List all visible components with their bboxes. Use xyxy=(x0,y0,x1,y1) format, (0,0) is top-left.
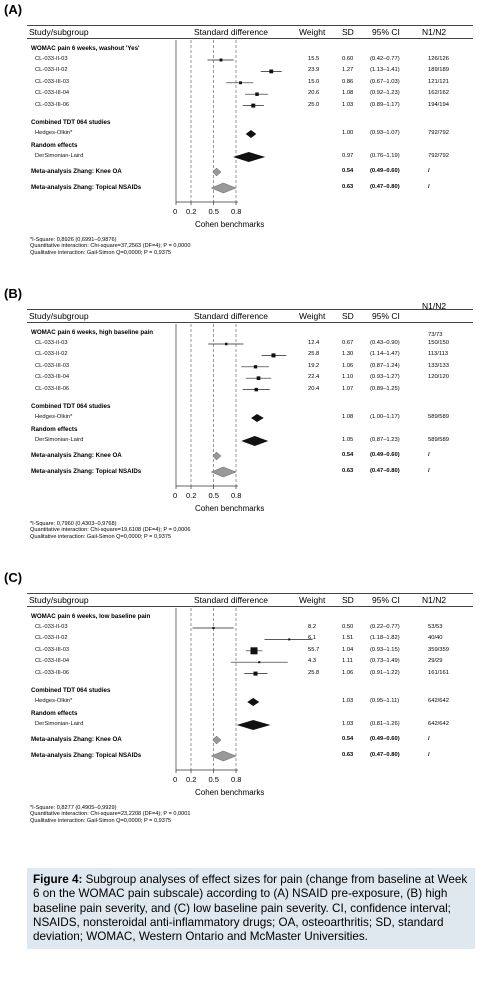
caption-text: Subgroup analyses of effect sizes for pain (change from baseline at Week 6 on the WOMAC pain subscale) according to (A) NSAID pre-exposure, (B) high baseline pain severity, and (C) low baseline pain severity. CI, confidence interval; NSAIDS, nonsteroidal anti-inflammatory drugs; OA, osteoarthritis; SD, standard deviation; WOMAC, Western Ontario and McMaster Universities. xyxy=(33,873,468,944)
combined-diamond xyxy=(246,130,257,138)
x-tick-label: 0.5 xyxy=(208,775,219,784)
study-name: CL-033-III-06 xyxy=(35,669,70,676)
weight-cell: 15.5 xyxy=(308,56,320,62)
sd-cell: 0.67 xyxy=(342,340,354,346)
knee-oa-name: Meta-analysis Zhang: Knee OA xyxy=(31,452,122,459)
study-name: CL-033-III-03 xyxy=(35,78,70,85)
ci-cell: (0.47–0.80) xyxy=(370,184,400,190)
forest-panel xyxy=(0,2,482,298)
study-estimate-square xyxy=(269,69,273,73)
panel-label: (C) xyxy=(4,570,23,585)
sd-cell: 1.06 xyxy=(342,669,354,676)
sd-cell: 1.10 xyxy=(342,374,354,381)
weight-cell: 20.6 xyxy=(308,90,320,97)
header-sd: SD xyxy=(342,311,354,321)
header-study: Study/subgroup xyxy=(29,311,89,321)
topical-nsaids-diamond xyxy=(211,751,236,761)
ci-cell: (0.42–0.77) xyxy=(370,56,400,62)
ci-cell: (0.49–0.60) xyxy=(370,168,400,174)
random-effects-diamond xyxy=(237,720,271,730)
n-cell: / xyxy=(428,452,430,458)
header-n: N1/N2 xyxy=(422,27,447,37)
study-name: CL-033-III-06 xyxy=(35,385,70,392)
combined-diamond xyxy=(247,698,259,706)
n-cell: 589/589 xyxy=(428,414,449,420)
header-ci: 95% CI xyxy=(372,27,400,37)
n-cell: 53/53 xyxy=(428,624,443,630)
combined-title: Combined TDT 064 studies xyxy=(31,119,111,126)
study-name: CL-033-III-06 xyxy=(35,101,70,108)
n-cell: 642/642 xyxy=(428,698,449,704)
n-cell: / xyxy=(428,736,430,742)
ci-cell: (1.13–1.41) xyxy=(370,67,400,74)
sd-cell: 1.03 xyxy=(342,721,354,727)
sd-cell: 1.03 xyxy=(342,101,354,108)
knee-oa-diamond xyxy=(213,736,221,744)
ci-cell: (0.89–1.25) xyxy=(370,385,400,392)
n-cell: / xyxy=(428,468,430,474)
study-name: CL-033-II-02 xyxy=(35,67,68,74)
combined-name: Hedges-Olkin* xyxy=(35,130,73,136)
x-tick-label: 0.5 xyxy=(208,491,219,500)
study-name: CL-033-II-03 xyxy=(35,56,68,62)
x-tick-label: 0.8 xyxy=(231,775,242,784)
ci-cell: (0.93–1.15) xyxy=(370,646,400,653)
weight-cell: 25.8 xyxy=(308,351,320,358)
study-name: CL-033-II-02 xyxy=(35,635,68,642)
n-cell: 792/792 xyxy=(428,153,449,159)
n-cell: 162/162 xyxy=(428,90,449,97)
header-n: N1/N2 xyxy=(422,595,447,605)
sd-cell: 1.07 xyxy=(342,385,354,392)
topical-nsaids-name: Meta-analysis Zhang: Topical NSAIDs xyxy=(31,752,142,759)
footnote: Qualitative interaction: Gail-Simon Q=0,0000; P = 0,9375 xyxy=(30,249,172,256)
weight-cell: 6.1 xyxy=(308,635,317,642)
knee-oa-name: Meta-analysis Zhang: Knee OA xyxy=(31,168,122,175)
x-tick-label: 0.8 xyxy=(231,207,242,216)
header-sd: SD xyxy=(342,27,354,37)
n-cell: 126/126 xyxy=(428,56,449,62)
sd-cell: 0.86 xyxy=(342,78,354,85)
forest-panel xyxy=(0,286,482,582)
random-effects-title: Random effects xyxy=(31,710,78,717)
ci-cell: (0.95–1.11) xyxy=(370,698,400,704)
weight-cell: 25.8 xyxy=(308,669,320,676)
weight-cell: 19.2 xyxy=(308,362,320,369)
n-cell: 642/642 xyxy=(428,721,449,727)
n-cell: 40/40 xyxy=(428,635,443,642)
study-estimate-square xyxy=(258,661,260,663)
study-estimate-square xyxy=(225,343,228,346)
x-tick-label: 0 xyxy=(173,491,178,500)
sd-cell: 0.54 xyxy=(342,168,354,174)
study-estimate-square xyxy=(251,647,258,654)
ci-cell: (0.87–1.24) xyxy=(370,362,400,369)
topical-nsaids-name: Meta-analysis Zhang: Topical NSAIDs xyxy=(31,184,142,191)
weight-cell: 4.3 xyxy=(308,658,317,665)
random-effects-name: DerSimonian-Laird xyxy=(35,153,84,159)
x-tick-label: 0.8 xyxy=(231,491,242,500)
study-name: CL-033-III-04 xyxy=(35,374,70,381)
ci-cell: (0.87–1.23) xyxy=(370,437,400,443)
x-axis-label: Cohen benchmarks xyxy=(195,504,265,513)
sd-cell: 1.51 xyxy=(342,635,354,642)
random-effects-diamond xyxy=(233,152,265,162)
x-tick-label: 0.2 xyxy=(186,775,197,784)
header-study: Study/subgroup xyxy=(29,595,89,605)
study-estimate-square xyxy=(255,388,258,391)
sd-cell: 0.63 xyxy=(342,752,354,758)
x-tick-label: 0 xyxy=(173,207,178,216)
n-cell: 29/29 xyxy=(428,658,443,665)
footnote: Quantitative interaction: Chi-square=23,2208 (DF=4); P = 0,0001 xyxy=(30,811,191,818)
weight-cell: 20.4 xyxy=(308,385,320,392)
sd-cell: 1.08 xyxy=(342,414,354,420)
footnote: Qualitative interaction: Gail-Simon Q=0,0000; P = 0,9375 xyxy=(30,817,172,824)
random-effects-name: DerSimonian-Laird xyxy=(35,437,84,443)
combined-diamond xyxy=(251,414,264,422)
study-name: CL-033-II-03 xyxy=(35,340,68,346)
ci-cell: (1.14–1.47) xyxy=(370,351,400,358)
n-cell: / xyxy=(428,752,430,758)
n-cell: 161/161 xyxy=(428,669,449,676)
sd-cell: 1.00 xyxy=(342,130,354,136)
combined-title: Combined TDT 064 studies xyxy=(31,687,111,694)
weight-cell: 22.4 xyxy=(308,374,320,381)
study-name: CL-033-II-02 xyxy=(35,351,68,358)
caption-label: Figure 4: xyxy=(33,873,83,886)
footnote: *I-Square: 0,8277 (0,4905–0,9929) xyxy=(30,805,117,811)
study-name: CL-033-III-03 xyxy=(35,362,70,369)
ci-cell: (0.43–0.90) xyxy=(370,340,400,346)
footnote: Quantitative interaction: Chi-square=37,2563 (DF=4); P = 0,0000 xyxy=(30,243,191,250)
random-effects-title: Random effects xyxy=(31,426,78,433)
n-cell: 121/121 xyxy=(428,78,449,85)
ci-cell: (0.67–1.03) xyxy=(370,78,400,85)
sd-cell: 0.60 xyxy=(342,56,354,62)
ci-cell: (0.22–0.77) xyxy=(370,624,400,630)
ci-cell: (0.49–0.60) xyxy=(370,736,400,742)
footnote: *I-Square: 0,7960 (0,4303–0,9768) xyxy=(30,521,117,527)
header-ci: 95% CI xyxy=(372,311,400,321)
header-sd: SD xyxy=(342,595,354,605)
header-study: Study/subgroup xyxy=(29,27,89,37)
x-tick-label: 0.2 xyxy=(186,207,197,216)
ci-cell: (0.91–1.22) xyxy=(370,669,400,676)
header-ci: 95% CI xyxy=(372,595,400,605)
forest-panel xyxy=(0,570,482,866)
sd-cell: 1.04 xyxy=(342,646,354,653)
weight-cell: 15.0 xyxy=(308,78,320,85)
subgroup-title: WOMAC pain 6 weeks, washout 'Yes' xyxy=(31,45,140,52)
x-tick-label: 0.2 xyxy=(186,491,197,500)
combined-title: Combined TDT 064 studies xyxy=(31,403,111,410)
n-cell: 792/792 xyxy=(428,130,449,136)
study-name: CL-033-III-04 xyxy=(35,90,70,97)
ci-cell: (0.93–1.07) xyxy=(370,130,400,136)
sd-cell: 1.11 xyxy=(342,658,353,665)
ci-cell: (0.89–1.17) xyxy=(370,101,400,108)
n-cell: 120/120 xyxy=(428,374,449,381)
weight-cell: 23.9 xyxy=(308,67,320,74)
ci-cell: (0.76–1.19) xyxy=(370,153,400,159)
ci-cell: (0.49–0.60) xyxy=(370,452,400,458)
header-std-diff: Standard difference xyxy=(194,311,269,321)
sd-cell: 1.06 xyxy=(342,362,354,369)
x-tick-label: 0 xyxy=(173,775,178,784)
study-estimate-square xyxy=(239,81,242,84)
ci-cell: (1.18–1.82) xyxy=(370,635,400,642)
n-cell: 150/150 xyxy=(428,340,449,346)
study-name: CL-033-II-03 xyxy=(35,624,68,630)
subgroup-title: WOMAC pain 6 weeks, low baseline pain xyxy=(31,613,151,620)
header-weight: Weight xyxy=(299,311,326,321)
header-n: N1/N2 xyxy=(422,301,447,311)
header-std-diff: Standard difference xyxy=(194,27,269,37)
panel-label: (B) xyxy=(4,286,23,301)
study-estimate-square xyxy=(254,365,257,368)
footnote: Qualitative interaction: Gail-Simon Q=0,0000; P = 0,9375 xyxy=(30,533,172,540)
x-axis-label: Cohen benchmarks xyxy=(195,220,265,229)
combined-name: Hedges-Olkin* xyxy=(35,414,73,420)
random-effects-title: Random effects xyxy=(31,142,78,149)
random-effects-diamond xyxy=(241,436,268,446)
ci-cell: (0.92–1.23) xyxy=(370,90,400,97)
panel-label: (A) xyxy=(4,2,23,17)
topical-nsaids-diamond xyxy=(211,183,236,193)
footnote: Quantitative interaction: Chi-square=19,6108 (DF=4); P = 0,0006 xyxy=(30,527,191,534)
ci-cell: (0.47–0.80) xyxy=(370,468,400,474)
weight-cell: 55.7 xyxy=(308,646,320,653)
knee-oa-name: Meta-analysis Zhang: Knee OA xyxy=(31,736,122,743)
knee-oa-diamond xyxy=(213,452,221,460)
weight-cell: 12.4 xyxy=(308,340,320,346)
sd-cell: 0.63 xyxy=(342,468,354,474)
study-estimate-square xyxy=(288,638,290,640)
n-cell: 189/189 xyxy=(428,67,449,74)
header-weight: Weight xyxy=(299,27,326,37)
ci-cell: (0.81–1.26) xyxy=(370,721,400,727)
header-weight: Weight xyxy=(299,595,326,605)
knee-oa-diamond xyxy=(213,168,221,176)
study-name: CL-033-III-03 xyxy=(35,646,70,653)
study-estimate-square xyxy=(253,672,257,676)
figure-caption xyxy=(27,868,475,949)
study-estimate-square xyxy=(220,59,223,62)
topical-nsaids-diamond xyxy=(211,467,236,477)
sd-cell: 1.30 xyxy=(342,351,354,358)
sd-cell: 0.50 xyxy=(342,624,354,630)
sd-cell: 1.27 xyxy=(342,67,354,74)
n-cell: 194/194 xyxy=(428,101,449,108)
n-cell: / xyxy=(428,184,430,190)
combined-name: Hedges-Olkin* xyxy=(35,698,73,704)
sd-cell: 1.05 xyxy=(342,437,354,443)
x-tick-label: 0.5 xyxy=(208,207,219,216)
ci-cell: (0.93–1.27) xyxy=(370,374,400,381)
sd-cell: 1.03 xyxy=(342,698,354,704)
n-cell: 589/589 xyxy=(428,437,449,443)
weight-cell: 8.2 xyxy=(308,624,317,630)
sd-cell: 1.08 xyxy=(342,90,354,97)
header-std-diff: Standard difference xyxy=(194,595,269,605)
random-effects-name: DerSimonian-Laird xyxy=(35,721,84,727)
sd-cell: 0.54 xyxy=(342,736,354,742)
study-estimate-square xyxy=(251,104,255,108)
x-axis-label: Cohen benchmarks xyxy=(195,788,265,797)
n-cell: 133/133 xyxy=(428,362,449,369)
n-cell: / xyxy=(428,168,430,174)
study-estimate-square xyxy=(255,92,258,95)
study-estimate-square xyxy=(257,376,261,380)
weight-cell: 25.0 xyxy=(308,101,320,108)
footnote: *I-Square: 0,8926 (0,6991–0,9876) xyxy=(30,237,117,243)
ci-cell: (0.73–1.49) xyxy=(370,658,400,665)
sd-cell: 0.63 xyxy=(342,184,354,190)
n-cell: 359/359 xyxy=(428,646,449,653)
n-cell: 113/113 xyxy=(428,351,449,358)
study-estimate-square xyxy=(271,353,275,357)
subgroup-title: WOMAC pain 6 weeks, high baseline pain xyxy=(31,329,154,336)
subgroup-n: 73/73 xyxy=(428,332,443,338)
ci-cell: (1.00–1.17) xyxy=(370,414,400,420)
topical-nsaids-name: Meta-analysis Zhang: Topical NSAIDs xyxy=(31,468,142,475)
study-estimate-square xyxy=(212,627,214,629)
ci-cell: (0.47–0.80) xyxy=(370,752,400,758)
sd-cell: 0.54 xyxy=(342,452,354,458)
sd-cell: 0.97 xyxy=(342,153,354,159)
study-name: CL-033-III-04 xyxy=(35,658,70,665)
